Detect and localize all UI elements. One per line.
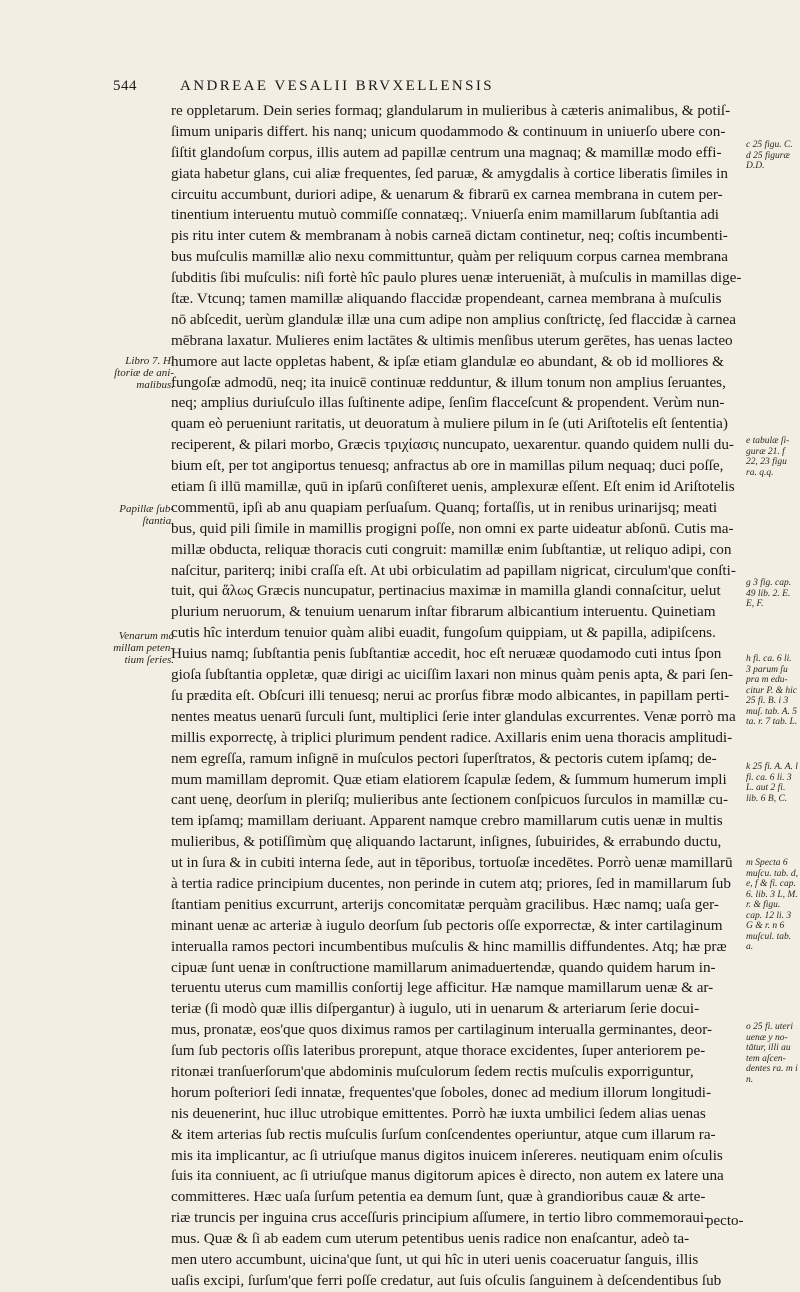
text-line: bium eſt, per tot angiportus tenuesq; anfractus ab ore in mamillas pilum nequaq; duci poſſe, [171, 457, 724, 475]
text-line: commentū, ipſi ab anu quapiam perſuaſum. Quanq; fortaſſis, ut in renibus urinarijsq; meati [171, 498, 718, 516]
text-line: reciperent, & pilari morbo, Græcis τριχίασις nuncupato, uexarentur. quando quidem nulli du- [171, 436, 734, 454]
text-line: millis exporrectę, à triplici plurimum pendent radice. Axillaris enim uena thoracis amplitudi- [171, 728, 733, 746]
text-line: ſuis ita conniuent, ac ſi utriuſque manus digitorum apices è directo, non autem ex latere una [171, 1167, 724, 1185]
text-line: ſtantiam penitius excurrunt, arterijs concomitatæ perquàm gracilibus. Hæc namq; uaſa ger- [171, 895, 719, 913]
text-line: à tertia radice principium ducentes, non perinde in cutem atq; priores, ſed in mamillarum ſub [171, 874, 731, 892]
text-line: tuit, qui ἅλως Græcis nuncupatur, pertinacius maximæ in mamilla glandi connaſcitur, uelut [171, 582, 721, 600]
text-line: bus, quid pili ſimile in mamillis progigni poſſe, non omni ex parte uideatur abſonū. Cutis ma- [171, 519, 734, 537]
text-line: giata habetur glans, cui aliæ frequentes, ſed paruæ, & amygdalis à cortice liberatis ſimiles in [171, 164, 728, 182]
text-line: neq; amplius duriuſculo illas ſuſtinente adipe, ſenſim flacceſcunt & propendent. Verùm nun- [171, 394, 725, 412]
text-line: committeres. Hæc uaſa ſurſum petentia ea demum ſunt, quæ à grandioribus cauæ & arte- [171, 1188, 706, 1206]
text-line: tem ipſamq; mamillam deriuant. Apparent namque crebro mamillarum cutis uenæ in multis [171, 812, 723, 830]
text-line: ſiſtit glandoſum corpus, illis autem ad papillæ centrum una magnaq; & mamillæ modo effi- [171, 143, 722, 161]
margin-note-right: g 3 fig. cap. 49 lib. 2. E. E, F. [746, 578, 792, 609]
text-line: quam eò perueniunt raritatis, ut deuoratum à muliere pilum in ſe (uti Ariſtotelis eſt ſententia) [171, 415, 728, 433]
margin-note-left: Venarum ma millam peten- tium ſeries. [113, 630, 174, 666]
text-line: circuitu accumbunt, duriori adipe, & uenarum & fibrarū ex carnea membrana in cutem per- [171, 185, 723, 203]
text-line: Huius namq; ſubſtantia penis ſubſtantiæ accedit, hoc eſt neruææ quodamodo cuti intus ſpon [171, 645, 722, 663]
text-line: nentes meatus uenarū ſurculi ſunt, multiplici ſerie inter glandulas excurrentes. Venæ porrò ma [171, 707, 736, 725]
text-line: horum poſteriori ſedi innatæ, frequentes'que ſoboles, donec ad medium illorum longitudi- [171, 1083, 712, 1101]
text-line: pis ritu inter cutem & membranam à nobis carneā dictam continetur, neq; coſtis incumbenti- [171, 227, 728, 245]
margin-note-right: m Specta 6 muſcu. tab. d, e, f & fi. cap. 6. lib. 3 L, M. r. & figu. cap. 12 li. 3 G & r. n 6 muſcul. tab. a. [746, 858, 798, 952]
text-line: etiam ſi illū mamillæ, quū in ipſarū conſiſteret uenis, amplexuræ eſſent. Eſt enim id Ariſtotelis [171, 478, 735, 496]
running-title: ANDREAE VESALII BRVXELLENSIS [180, 78, 495, 94]
text-line: fungoſæ admodū, neq; ita inuicē continuæ redduntur, & illum tonum non amplius ſeruantes, [171, 373, 726, 391]
margin-note-right: k 25 fi. A. A. l fi. ca. 6 li. 3 L. aut 2 fi. lib. 6 B, C. [746, 762, 798, 804]
text-line: gioſa ſubſtantia oppletæ, quæ dirigi ac uiciſſim laxari non minus quàm penis apta, & pari ſen- [171, 666, 734, 684]
text-line: mēbrana laxatur. Mulieres enim lactātes & ultimis menſibus uterum gerētes, has uenas lacteo [171, 331, 733, 349]
text-line: humore aut lacte oppletas habent, & ipſæ etiam glandulæ eo abundant, & ob id molliores & [171, 352, 724, 370]
text-line: ſtæ. Vtcunq; tamen mamillæ aliquando flaccidæ propendeant, carnea membrana à muſculis [171, 290, 722, 308]
text-line: mus. Quæ & ſi ab eadem cum uterum petentibus uenis radice non enaſcantur, adeò ta- [171, 1230, 690, 1248]
margin-note-right: o 25 fi. uteri uenæ y no- tātur, illi au tem aſcen- dentes ra. m i n. [746, 1022, 798, 1085]
text-line: teruentu uterus cum mamillis conſortij lege afficitur. Hæ namque mamillarum uenæ & ar- [171, 979, 714, 997]
text-line: nis deuenerint, huc illuc utrobique emittentes. Porrò hæ iuxta umbilici ſedem alias uenas [171, 1104, 706, 1122]
text-line: & item arterias ſub rectis muſculis ſurſum conſcendentes operiuntur, atque cum illarum ra- [171, 1125, 716, 1143]
text-line: mum mamillam depromit. Quæ etiam elatiorem ſcapulæ ſedem, & ſummum humerum impli [171, 770, 727, 788]
text-line: uaſis excipi, ſurſum'que ferri poſſe credatur, aut ſuis oſculis ſanguinem à deſcendentibus ſub [171, 1271, 722, 1289]
catchword: pecto- [706, 1213, 744, 1229]
margin-note-left: Libro 7. Hi ſtoriæ de ani- malibus. [114, 355, 174, 391]
text-line: minant uenæ ac arteriæ à iugulo deorſum ſub pectoris oſſe exporrectæ, & inter cartilaginum [171, 916, 723, 934]
text-line: mus, pronatæ, eos'que quos diximus ramos per cartilaginum interualla germinantes, deor- [171, 1021, 712, 1039]
text-line: men utero accumbunt, uicina'que ſunt, ut qui hîc in uteri uenis coaceruatur ſanguis, illis [171, 1250, 699, 1268]
text-line: ſimum uniparis differt. his nanq; unicum quodammodo & continuum in uniuerſo ubere con- [171, 122, 726, 140]
text-line: plurium neruorum, & tenuium uenarum inſtar fibrarum albicantium interuentu. Quinetiam [171, 603, 716, 621]
text-line: riæ truncis per inguina crus acceſſuris principium aſſumere, in tertio libro commemoraui- [171, 1209, 710, 1227]
page-number: 544 [113, 78, 137, 94]
text-line: nō abſcedit, uerùm glandulæ illæ una cum adipe non amplius conſtrictę, ſed flaccidæ à carnea [171, 310, 736, 328]
text-line: cipuæ ſunt uenæ in conſtructione mamillarum animaduertendæ, quando quidem harum in- [171, 958, 716, 976]
text-line: ſu prædita eſt. Obſcuri illi tenuesq; nerui ac prorſus fibræ modo albicantes, in papillam perti- [171, 686, 730, 704]
text-line: ritonæi tranſuerſorum'que abdominis muſculorum ſedem rectis muſculis exporriguntur, [171, 1062, 694, 1080]
text-line: interualla ramos pectori incumbentibus muſculis & hinc mamillis diffundentes. Atq; hæ præ [171, 937, 727, 955]
text-line: teriæ (ſi modò quæ illis diſpergantur) à iugulo, uti in uenarum & arteriarum ſerie docui- [171, 1000, 700, 1018]
text-line: ſubditis ſibi muſculis: niſi fortè hîc paulo plures uenæ interueniāt, à muſculis in mamillas dige- [171, 269, 742, 287]
text-line: mulieribus, & potiſſimùm quę aliquando lactarunt, inſignes, ſubuirides, & errabundo ductu, [171, 833, 722, 851]
text-line: bus muſculis mamillæ alio nexu committuntur, quàm per reliquum corpus carnea membrana [171, 248, 728, 266]
text-line: tinentium interuentu mutuò commiſſe connatæq;. Vniuerſa enim mamillarum ſubſtantia adi [171, 206, 720, 224]
text-line: millæ obducta, reliquæ thoracis cuti congruit: mamillæ enim ſubſtantiæ, ut reliquo adipi, con [171, 540, 732, 558]
main-text-block [171, 101, 743, 1292]
margin-note-right: c 25 figu. C. d 25 figuræ D.D. [746, 140, 793, 171]
text-line: cutis hîc interdum tenuior quàm alibi euadit, fungoſum quippiam, ut & papilla, adipiſcens. [171, 624, 716, 642]
text-line: nem egreſſa, ramum inſignē in muſculos pectori ſuperſtratos, & pectoris cutem ipſamq; de- [171, 749, 717, 767]
text-line: ut in ſura & in cubiti interna ſede, aut in tēporibus, tortuoſæ incedētes. Porrò uenæ mamillarū [171, 854, 733, 872]
text-line: re oppletarum. Dein series formaq; glandularum in mulieribus à cæteris animalibus, & potiſ- [171, 102, 731, 119]
margin-note-right: e tabulæ ſi- guræ 21. f 22, 23 figu ra. q.q. [746, 436, 790, 478]
page-header [113, 78, 633, 100]
text-line: cant uenę, deorſum in pleriſq; mulieribus ante ſectionem conſpicuos ſurculos in mamillæ cu- [171, 791, 729, 809]
margin-note-left: Papillæ ſub- ſtantia. [119, 503, 174, 527]
text-line: naſcitur, pariterq; inibi craſſa eſt. At ubi orbiculatim ad papillam nigricat, circulum'que conſti- [171, 561, 736, 579]
margin-note-right: h fi. ca. 6 li. 3 parum ſu pra m edu- citur P. & hic 25 fi. B. i 3 muſ. tab. A. 5 ta. r. 7 tab. L. [746, 654, 798, 727]
text-line: mis ita implicantur, ac ſi utriuſque manus digitos inuicem inſereres. neutiquam enim oſculis [171, 1146, 723, 1164]
text-line: ſum ſub pectoris oſſis lateribus prorepunt, atque thorace excidentes, ſuper anteriorem pe- [171, 1042, 706, 1060]
